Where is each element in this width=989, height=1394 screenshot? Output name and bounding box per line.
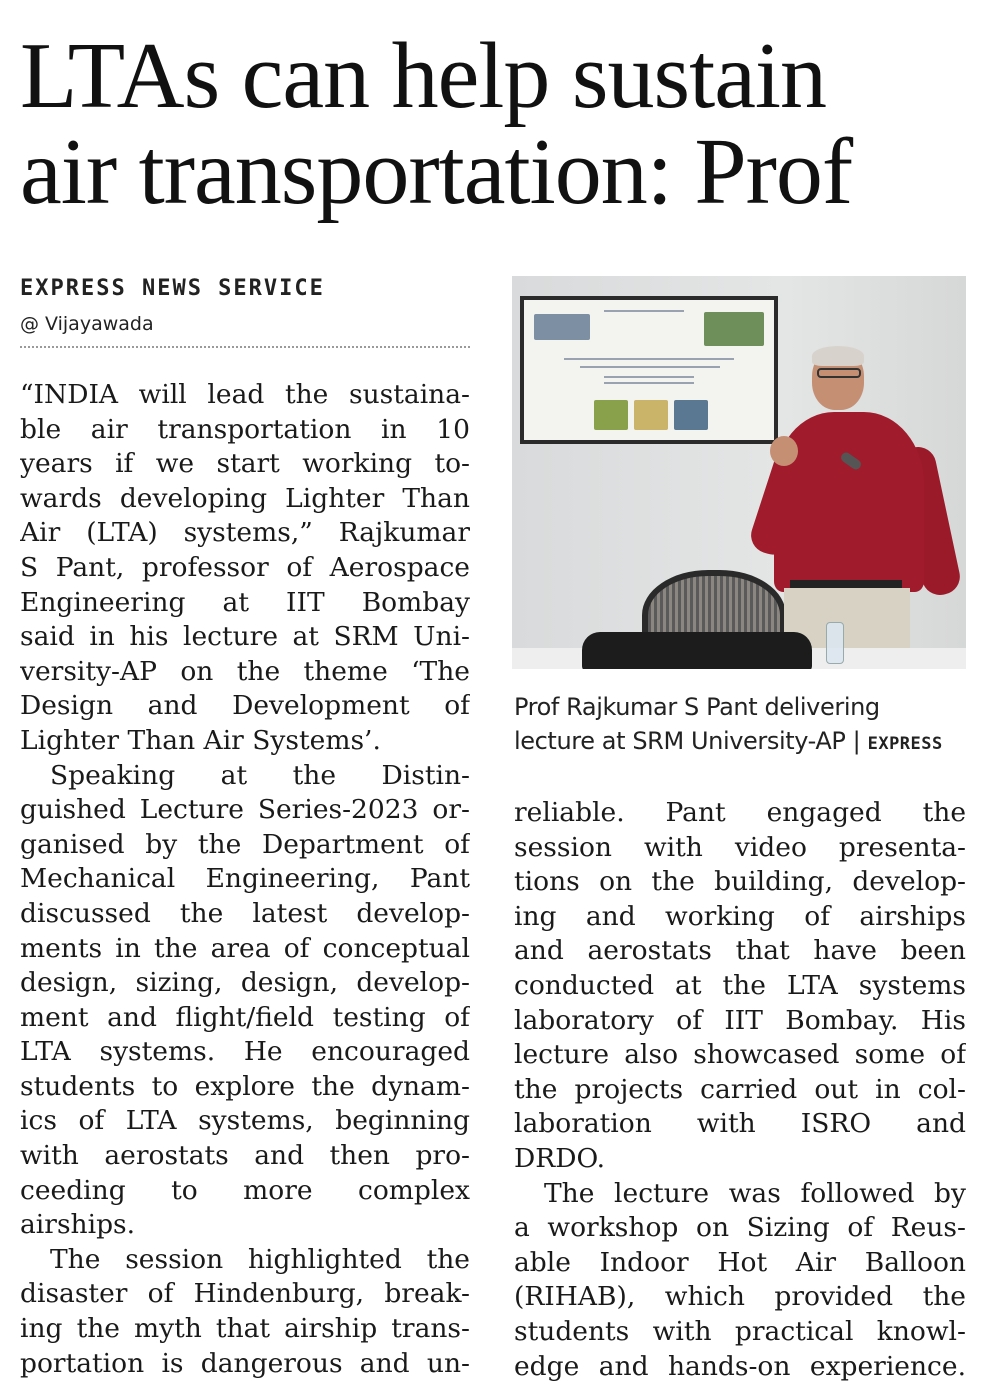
text-line: ment and flight/field testing of <box>20 1001 470 1033</box>
text-line: DRDO. <box>514 1142 606 1174</box>
text-line: with aerostats and then pro- <box>20 1140 470 1172</box>
text-line: The lecture was followed by <box>544 1177 966 1209</box>
text-line: a workshop on Sizing of Reus- <box>514 1212 966 1244</box>
text-line: Engineering at IIT Bombay <box>20 586 470 618</box>
text-line: the projects carried out in col- <box>514 1073 966 1105</box>
text-line: LTA systems. He encouraged <box>20 1036 470 1068</box>
text-line: Air (LTA) systems,” Rajkumar <box>20 517 470 549</box>
lecture-photo <box>512 276 966 669</box>
text-line: reliable. Pant engaged the <box>514 797 966 828</box>
text-line: Mechanical Engineering, Pant <box>20 863 470 895</box>
text-line: design, sizing, design, develop- <box>20 967 470 999</box>
text-line: (RIHAB), which provided the <box>514 1281 966 1313</box>
text-line: ceeding to more complex <box>20 1174 470 1206</box>
glasses-icon <box>817 368 861 378</box>
text-line: students with practical knowl- <box>514 1315 966 1347</box>
byline-divider <box>20 346 470 348</box>
text-line: S Pant, professor of Aerospace <box>20 551 470 583</box>
caption-text: Prof Rajkumar S Pant delivering lecture at SRM University-AP | <box>514 693 880 755</box>
text-line: laboratory of IIT Bombay. His <box>514 1004 966 1036</box>
text-line: Design and Development of <box>20 690 470 722</box>
text-line: discussed the latest develop- <box>20 897 470 929</box>
text-line: “INDIA will lead the sustaina- <box>20 379 470 410</box>
text-line: Speaking at the Distin- <box>50 759 470 791</box>
text-line: ing and working of airships <box>514 900 966 932</box>
article-column-left <box>20 378 470 1381</box>
headline <box>20 24 970 224</box>
text-line: tions on the building, develop- <box>514 866 966 898</box>
text-line: and aerostats that have been <box>514 935 966 967</box>
text-line: versity-AP on the theme ‘The <box>20 655 470 687</box>
text-line: ble air transportation in 10 <box>20 413 470 445</box>
bag <box>582 632 812 669</box>
article-column-right <box>514 796 966 1384</box>
presentation-screen <box>520 296 778 444</box>
text-line: conducted at the LTA systems <box>514 969 966 1001</box>
text-line: edge and hands-on experience. <box>514 1350 966 1382</box>
text-line: airships. <box>20 1209 136 1241</box>
text-line: guished Lecture Series-2023 or- <box>20 794 470 826</box>
photo-caption <box>514 690 966 761</box>
text-line: students to explore the dynam- <box>20 1070 470 1102</box>
text-line: The session highlighted the <box>50 1243 470 1275</box>
text-line: years if we start working to- <box>20 448 470 480</box>
text-line: disaster of Hindenburg, break- <box>20 1278 470 1310</box>
water-bottle <box>826 622 844 664</box>
headline-line-2: air transportation: Prof <box>20 120 853 224</box>
text-line: able Indoor Hot Air Balloon <box>514 1246 966 1278</box>
dateline: @ Vijayawada <box>20 313 154 335</box>
text-line: wards developing Lighter Than <box>20 482 470 514</box>
headline-line-1: LTAs can help sustain <box>20 24 827 128</box>
text-line: lecture also showcased some of <box>514 1039 966 1071</box>
text-line: laboration with ISRO and <box>514 1108 966 1140</box>
text-line: ments in the area of conceptual <box>20 932 470 964</box>
text-line: ics of LTA systems, beginning <box>20 1105 470 1137</box>
text-line: said in his lecture at SRM Uni- <box>20 621 470 653</box>
text-line: portation is dangerous and un- <box>20 1347 470 1379</box>
text-line: ing the myth that airship trans- <box>20 1313 470 1345</box>
text-line: ganised by the Department of <box>20 828 470 860</box>
byline: EXPRESS NEWS SERVICE <box>20 276 325 301</box>
text-line: Lighter Than Air Systems’. <box>20 724 381 756</box>
photo-credit: EXPRESS <box>867 734 943 754</box>
text-line: session with video presenta- <box>514 831 966 863</box>
